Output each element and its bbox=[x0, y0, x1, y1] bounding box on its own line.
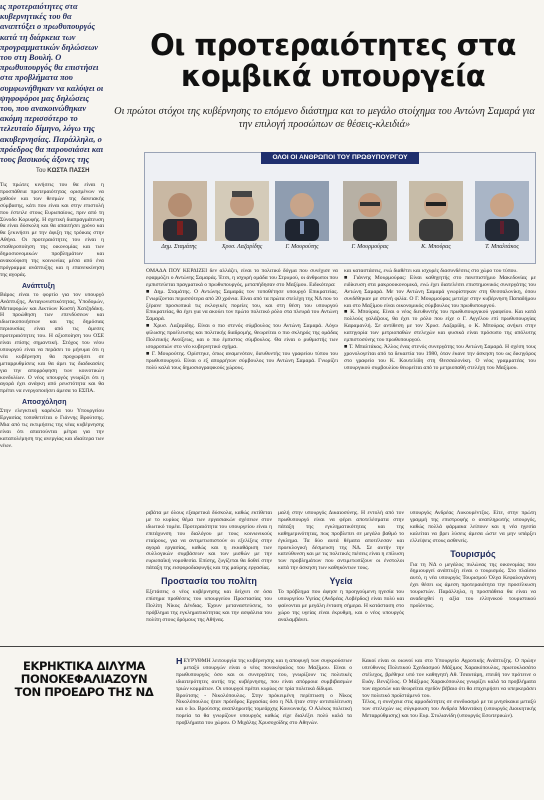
photo-gallery-box bbox=[144, 152, 536, 264]
body-col3b-text: Για τη ΝΔ ο μεγάλος πυλώνας της οικονομίας που δημιουργεί ανάπτυξη είναι ο τουρισμός. Στο πλαίσιο αυτό, η νέα υπουργός Τουρισμού Όλγα Κεφαλογιάννη έχει θέσει ως άμεση προτεραιότητα την προσέλκυση τουριστών. Παράλληλα, η προσπάθεια θα είναι να αναδειχθεί η αξία του ελληνικού τουριστικού προϊόντος. bbox=[410, 561, 536, 609]
left-lead-text: ις προτεραιότητες στα κυβερνητικές του θα αναπτύξει ο πρωθυπουργός κατά τη διάρκεια των προγραμματικών δηλώσεων του στη Βουλή. Ο πρωθυπουργός θα επιστήσει στα προβλήματα που συμφωνήθηκαν να καλύψει οι ψηφοφόροι μας δηλώσεις του, που ανακοινώθηκαν ακόμη περισσότερο το τελευταίο δίμηνο, λόγω της ακυβερνησίας. Παράλληλα, ο πρόεδρος θα παρουσιάσει και τους βασικούς άξονες της bbox=[0, 2, 104, 165]
body-col1-text: ριβάτα με όλους εξαιρετικά δύσκολα, καθώς εκτίθεται με το κυρίως θέμα των εργασιακών σχέσεων στον ιδιωτικό τομέα. Προτεραιότητα του υπουργείου είναι η επιτάχυνση του διαλόγου με τους κοινωνικούς εταίρους, για να αντιμετωπιστούν οι εξελίξεις στην αγορά εργασίας, καθώς και η εκκαθάριση των συλλογικών συμβάσεων και των μισθών με την ευρωπαϊκή νομοθεσία. Επίσης, ζυγίζεται θα δοθεί στην πάταξη της εισφοροδιαφυγής και της μαύρης εργασίας. bbox=[146, 510, 272, 572]
body-column-2 bbox=[278, 510, 404, 644]
portrait-caption-1: Δημ. Σταμάτης bbox=[161, 244, 197, 250]
bottom-dropcap: Η bbox=[176, 658, 183, 666]
left-body-column bbox=[0, 182, 104, 642]
byline-author: ΚΩΣΤΑ ΠΑΣΣΗ bbox=[47, 168, 90, 174]
portrait-caption-6: Τ. Μπαλτάκος bbox=[485, 244, 519, 250]
subhead-ygeia: Υγεία bbox=[329, 576, 353, 587]
body-col2b-text: Το πρόβλημα που άφησε η προηγούμενη ηγεσία του υπουργείου Υγείας (Ανδρέας Λοβέρδος) είναι πολύ και φαίνονται με μεγάλη ένταση σήμερα. Η κατάσταση στο χώρο της υγείας είναι έκρυθμη, και ο νέος υπουργός αναλαμβάνει. bbox=[278, 589, 404, 623]
left-paragraph-2: Στην ελεγκτική καρέκλα του Υπουργείου Εργασίας τοποθετείται ο Γιάννης Βρούτσης. Μια από τις εκτιμήσεις της νέας κυβέρνησης είναι ότι απαιτούνται μέτρα για την καταπολέμηση της ανεργίας και ιδιαίτερα των νέων. bbox=[0, 408, 104, 449]
body-column-3 bbox=[410, 510, 536, 644]
left-subhead-anaptyxi: Ανάπτυξη bbox=[22, 282, 55, 290]
left-subhead-apasxolisi: Αποσχόληση bbox=[22, 399, 67, 407]
body-col2-text: μαλή στην υπουργός Δικαιοσύνης. Η εντολή από τον πρωθυπουργό είναι να φέρει αποτελέσματα στην πάταξη της εγκληματικότητας και της καθημερινότητας, πως προβλεπει σε μεγάλο βαθμό το έγκλημα. Τα δύο αυτά θέματα αποτέλεσαν και προεκλογική δέσμευση της ΝΔ. Σε αυτήν την κατεύθυνση και με τις πολιτικές πιέσεις είναι η επίλυση των προβλημάτων που αντιμετωπίζουν οι ένστολοι κατά την άσκηση των καθηκόντων τους. bbox=[278, 510, 404, 572]
left-paragraph-1: Βάρος είναι το φορτίο για τον υπουργό Ανάπτυξης, Ανταγωνιστικότητας, Υποδομών, Μεταφορών και Δικτύων Κωστή Χατζηδάκη. Η προώθηση των επενδύσεων και ιδιωτικοποιήσεων και της δημόσιας περιουσίας είναι από τις άμεσες προτεραιότητες του. Η αξιοποίηση του ΟΣΕ είναι επίσης σημαντική. Στόχος του νέου υπουργού είναι να περάσει το μήνυμα ότι η νέα κυβέρνηση θα προχωρήσει σε μεταρρυθμίσεις και θα άρει τις διαδικασίες για την απορρόφηση των κοινοτικών κονδυλίων. Ο νέος υπουργός γνωρίζει ότι η αγορά έχει ανάγκη από ρευστότητα και θα πρέπει να ενεργοποιήσει άμεσα το ΕΣΠΑ. bbox=[0, 291, 104, 395]
bottom-col1-text: ΕΥΡΥΘΜΗ λειτουργία της κυβέρνησης και η αποφυγή των συγκρούσεων μεταξύ υπουργών είναι ο νέος πονοκέφαλος του Μαξίμου. Είναι ο πρωθυπουργός όσο και οι συνεργάτες του, γνωρίζουν τις πολιτικές ιδιαιτερότητες αυτής της κυβέρνησης, που είναι απόρροια συμβιβασμών τριών κομμάτων. Οι υπουργοί πρέπει κυρίως σε τρία πολιτικά δίδυμα. Βρούτσης - Νικολόπουλος. Στην πρόκειμένη περίπτωση ο Νίκος Νικολόπουλος ήταν πρόεδρος Εργασίας όσο η ΝΔ ήταν στην αντιπολίτευση και ο Ιω. Βρούτσης αναπληρωτής τομεάρχης Κοινωνικής. Ο Αλέκος πολιτική πορεία τα θα γνωρίζουν υπουργός καθώς είχε διαλέξει πολύ καλά τα προβλήματα του χώρου. Ο Μιχάλης Χρυσοχοΐδης στο Αθηνών. bbox=[176, 658, 352, 727]
portrait-caption-3: Γ. Μουρούτης bbox=[285, 244, 319, 250]
body-col3-text: υπουργός Ανδρέας Λυκουρέντζος. Είτε, στην πρώτη γραμμή της επιστροφής ο αναπληρωτής υπουργός, καθώς πολλά φάρμακα λείπουν και η νέα ηγεσία καλείται να βρει λύσεις άμεσα ώστε να μην υπάρξει ελλείψεις στους ασθενείς. bbox=[410, 510, 536, 544]
portrait-photo-6 bbox=[475, 181, 529, 241]
bottom-column-1 bbox=[176, 658, 352, 796]
section-divider bbox=[0, 646, 544, 647]
body-column-1 bbox=[146, 510, 272, 644]
portrait-photo-3 bbox=[275, 181, 329, 241]
byline-prefix: Του bbox=[36, 168, 46, 174]
subhead-prostasia: Προστασία του πολίτη bbox=[161, 576, 257, 587]
portrait-photo-5 bbox=[409, 181, 463, 241]
portrait-photo-4 bbox=[343, 181, 397, 241]
article-kicker: Οι πρώτοι στόχοι της κυβέρνησης το επόμενο διάστημα και το μεγάλο στοίχημα του Αντώνη Σαμαρά για την επιλογή προσώπων σε θέσεις-κλειδιά» bbox=[114, 106, 535, 130]
left-intro-paragraph: Τις πρώτες κινήσεις του θα είναι η προσπάθεια προτεραιότητας ορισμένων να χαθούν και των θεσμών της δανειακής σύμβασης, κάτι που είναι και στην επιστολή που έστειλε στους Ευρωπαίους, πριν από τη Σύνοδο Κορυφής. Η σχετική διαπραγμάτευση θα είναι δύσκολη και θα απαιτήσει χρόνο και θα ξεκινήσει με την άφιξη της τρόικας στην Αθήνα. Οι προτεραιότητες του είναι η σταθεροποίηση της οικονομίας και των δημοσιονομικών προβλημάτων και ανακούφιση της κοινωνίας μέσα από ένα πρόγραμμα ανάπτυξης και η επανεκκίνηση της αγοράς. bbox=[0, 182, 104, 278]
byline bbox=[36, 168, 104, 178]
team-column-1: ΟΜΑΔΑ ΠΟΥ ΚΕΡΔΙΖΕΙ δεν αλλάζει, είναι το πολιτικό δόγμα που συνέχισε να εφαρμόζει ο Αντώνης Σαμαράς. Έτσι, η ισχυρή ομάδα του Στρυμού, οι άνθρωποι που εμπιστεύεται πραγματικά ο πρωθυπουργός, μεταπήδησαν στο Μαξίμου. Ειδικότερα: ■ Δημ. Σταμάτης. Ο Αντώνης Σαμαράς τον τοποθέτησε υπουργό Επικρατείας. Γνωρίζονται περισσότερα από 20 χρόνια. Είναι από τα πρώτα στελέχη της ΝΔ που το ξέρανε προσωπικά τις εκλογικές πορείες του, και στη θέση του υπουργού Επικρατείας, θα έχει για να ακούει τον πρώτο πολιτικό ρόλο στα πλευρά του Αντώνη Σαμαρά. ■ Χρυσ. Λαζαρίδης. Είναι ο πιο στενός σύμβουλος του Αντώνη Σαμαρά. Λόγω φίλωσης προέλευσης και πολιτικής διαδρομής, θεωρείται ο πιο σκληρός της ομάδας Πολιτικής Ανοίξεως, και ο πιο έμπιστος σύμβουλος. Θα είναι ο ρυθμιστής των ισορροπιών στο νέο κυβερνητικό σχήμα. ■ Γ. Μουρούτης. Ορίστηκε, όπως αναμενόταν, διευθυντής του γραφείου τύπου του πρωθυπουργού. Είναι ο εξ απορρήτων σύμβουλος του Αντώνη Σαμαρά. Γνωρίζει πολύ καλά τους δημοσιογραφικούς χώρους. bbox=[146, 268, 338, 371]
portrait-photo-1 bbox=[153, 181, 207, 241]
photo-gallery-banner: ΟΛΟΙ ΟΙ ΑΝΘΡΩΠΟΙ ΤΟΥ ΠΡΩΘΥΠΟΥΡΓΟΥ bbox=[261, 152, 419, 164]
bottom-column-2: Κακοί είναι οι οιωνοί και στο Υπουργείο Αγροτικής Ανάπτυξης. Ο πρώην υπεύθυνος Πολιτικού Σχεδιασμού Μάξιμος Χαρακόπουλος, πρωτοκλασάτο στέλεχος, βρέθηκε υπό τον καθηγητή Αθ. Τσαυτάρη, επειδή τον πρότεινε ο Ευάγ. Βενιζέλος. Ο Μάξιμος Χαρακόπουλος γνωρίζει καλά τα προβλήματα των αγροτών και θεωρείται σχεδόν βέβαιο ότι θα επιχειρήσει να υπερκεράσει τον πολιτικό προϊστάμενό του. Τέλος, η συνέχεια στις αρμοδιότητες σε συνδυασμό με τα μνησίκακα μεταξύ των στελεχών ως σύγκρουση του Ανδρέα Μανιτάκη (υπουργός Διοικητικής Μεταρρύθμισης) και του Ευρ. Στυλιανίδη (υπουργός Εσωτερικών). bbox=[362, 658, 536, 720]
portrait-caption-4: Γ. Μουρμούρας bbox=[351, 244, 389, 250]
portrait-caption-5: Κ. Μπούρας bbox=[421, 244, 451, 250]
portrait-caption-2: Χρυσ. Λαζαρίδης bbox=[221, 244, 263, 250]
body-col1b-text: Εξετάσεις ο νέος κυβέρνησης και δείχνει σε όσα επίσημα προθέσεις του υπουργείου Προστασίας του Πολίτη Νίκος Δένδιας. Έχουν μεταναστεύσεις, το πρόβλημα της εγκληματικότητας και την ασφάλεια του πολίτη στους δρόμους της Αθήνας. bbox=[146, 589, 272, 623]
portrait-photo-2 bbox=[215, 181, 269, 241]
subhead-tourismos: Τουρισμός bbox=[450, 548, 496, 559]
bottom-headline: ΕΚΡΗΚΤΙΚΑ ΔΙΛΥΜΑ ΠΟΝΟΚΕΦΑΛΙΑΖΟΥΝ ΤΟΝ ΠΡΟΕΔΡΟ ΤΗΣ ΝΔ bbox=[14, 659, 154, 699]
main-headline: Οι προτεραιότητες στα κομβικά υπουργεία bbox=[150, 28, 516, 93]
team-column-2: και καταστάσεις, ενώ διαθέτει και ισχυρές διασυνδέσεις στο χώρο του τύπου. ■ Γιάννης Μουρμούρας: Είναι καθηγητής στο πανεπιστήμιο Μακεδονίας με ειδίκευση στα μακροοικονομικά, ενώ έχει διατελέσει επιστημονικός συνεργάτης του Αντώνη Σαμαρά. Με τον Αντώνη Σαμαρά γνωρίστηκαν στη Θεσσαλονίκη, όπου συνδέθηκαν με στενή φιλία. Ο Γ. Μουρμούρας μετείχε στην κυβέρνηση Παπαδήμου και στο Μαξίμου είναι οικονομικός σύμβουλος του πρωθυπουργού. ■ Κ. Μπούρας. Είναι ο νέος διευθυντής του πρωθυπουργικού γραφείου. Και κατά πολλούς γαλάζιους, θα έχει το ρόλο που είχε ο Γ. Αγγέλου επί πρωθυπουργίας Καραμανλή. Σε αντίθεση με τον Χρυσ. Λαζαρίδη, ο Κ. Μπούρας ανήκει στην κατηγορία των μετριοπαθών στελεχών και φυσικά είναι πρόσωπο της απόλυτης εμπιστοσύνης του πρωθυπουργού. ■ Τ. Μπαλτάκος. Άλλος ένας στενός συνεργάτης του Αντώνη Σαμαρά. Η σχέση τους χρονολογείται από τα δεκαετία του 1980, όταν έκανε την άσκηση του ως δικηγόρος στο γραφείο του Κ. Κουτελίδη στη Θεσσαλονίκη. Ο νέος γραμματέας του υπουργικού συμβουλίου θεωρείται από το μετριοπαθή στελέχη του Μαξίμου. bbox=[344, 268, 536, 371]
